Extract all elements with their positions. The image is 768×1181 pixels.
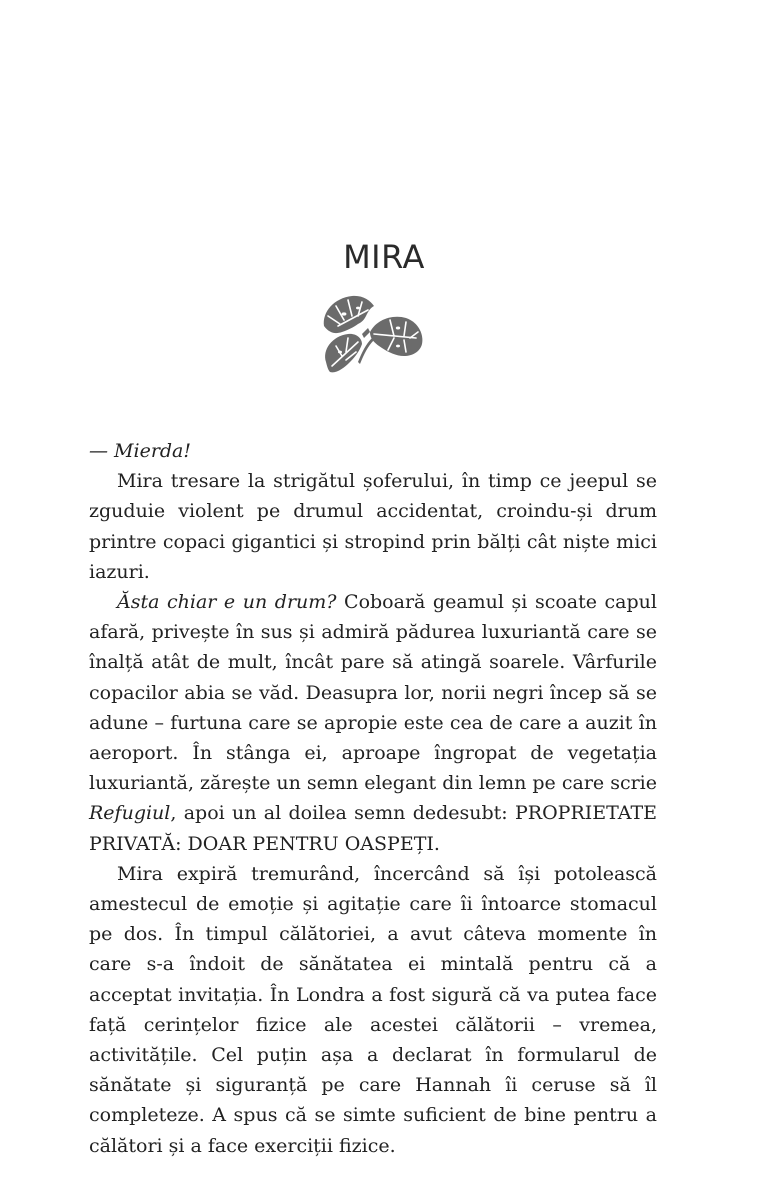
paragraph-3-text-a: Coboară geamul și scoate capul afară, privește în sus și admiră pădurea luxuriantă care se înalță atât de mult, încât pare să atingă soarele. Vârfurile copacilor abia se văd. Deasupra lor, norii negri încep să se adune – furtuna care se apropie este cea de care a auzit în aeroport. În stânga ei, aproape îngropat de vegetația luxuriantă, zărește un semn elegant din lemn pe care scrie xyxy=(89,591,657,795)
paragraph-2: Mira tresare la strigătul șoferului, în timp ce jeepul se zguduie violent pe drumul accidentat, croindu-și drum printre copaci gigantici și stropind prin bălți cât niște mici iazuri. xyxy=(89,470,657,583)
paragraph-3 xyxy=(89,587,657,859)
monstera-leaves-icon xyxy=(318,292,426,378)
chapter-body xyxy=(89,436,657,1161)
chapter-title: MIRA xyxy=(343,238,425,276)
paragraph-exclamation xyxy=(89,436,657,466)
paragraph-3-text-b: , apoi un al doilea semn dedesubt: PROPRIETATE PRIVATĂ: DOAR PENTRU OASPEȚI. xyxy=(89,802,657,855)
paragraph-4: Mira expiră tremurând, încercând să își potolească amestecul de emoție și agitație care îi întoarce stomacul pe dos. În timpul călătoriei, a avut câteva momente în care s-a îndoit de sănătatea ei mintală pentru că a acceptat invitația. În Londra a fost sigură că va putea face față cerințelor fizice ale acestei călătorii – vremea, activitățile. Cel puțin așa a declarat în formularul de sănătate și siguranță pe care Hannah îi ceruse să îl completeze. A spus că se simte suficient de bine pentru a călători și a face exerciții fizice. xyxy=(89,862,657,1157)
dialogue-line: — Mierda! xyxy=(89,440,192,462)
sign-name: Refugiul xyxy=(89,802,171,825)
inner-thought: Ăsta chiar e un drum? xyxy=(117,591,337,614)
